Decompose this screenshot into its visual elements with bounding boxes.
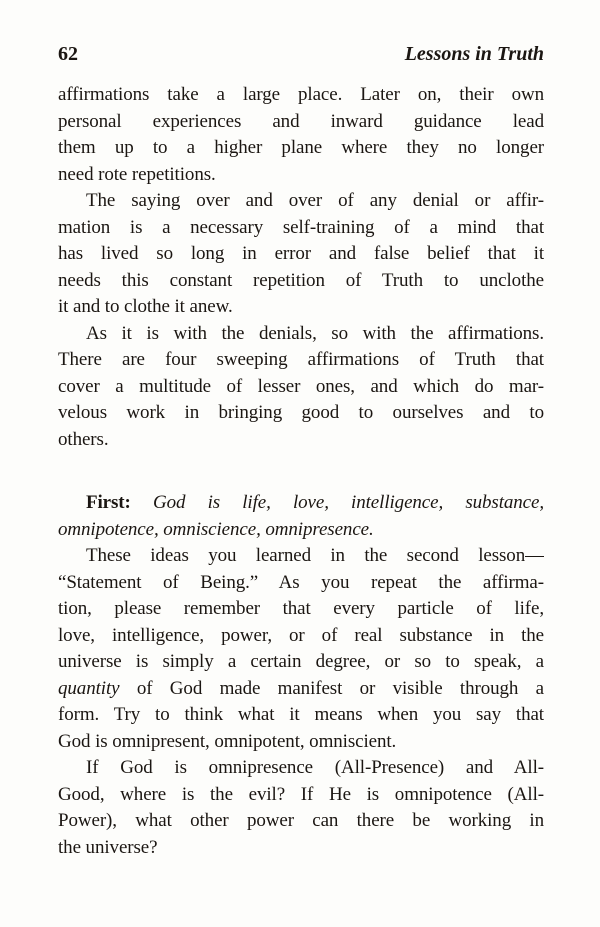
text-line: universe is simply a certain degree, or so to speak, a (58, 651, 544, 672)
text-line: omnipotence, omniscience, omnipresence. (58, 518, 374, 540)
text-line: If God is omnipresence (All-Presence) and All- (86, 757, 544, 778)
paragraph (58, 82, 544, 188)
page-number: 62 (58, 43, 78, 65)
text-line: First: God is life, love, intelligence, substance, (86, 492, 544, 513)
text-line: has lived so long in error and false belief that it (58, 243, 544, 264)
paragraph (58, 755, 544, 861)
text-line: God is omnipresent, omnipotent, omniscient. (58, 730, 397, 752)
text-line: velous work in bringing good to ourselves and to (58, 402, 544, 423)
paragraph (58, 490, 544, 543)
text-line: As it is with the denials, so with the affirmations. (86, 322, 544, 344)
paragraph (58, 543, 544, 755)
text-line: it and to clothe it anew. (58, 296, 233, 317)
text-line: These ideas you learned in the second lesson— (86, 545, 544, 566)
text-line: need rote repetitions. (58, 163, 216, 185)
text-line: The saying over and over of any denial or affir- (86, 190, 544, 211)
text-line: There are four sweeping affirmations of Truth that (58, 349, 544, 370)
text-body (58, 82, 544, 861)
page-header (58, 42, 544, 66)
text-line: mation is a necessary self-training of a mind that (58, 216, 544, 238)
running-title: Lessons in Truth (404, 43, 544, 65)
text-line: the universe? (58, 836, 158, 858)
text-line: tion, please remember that every particle of life, (58, 598, 544, 619)
paragraph (58, 321, 544, 454)
text-line: others. (58, 428, 109, 450)
text-line: cover a multitude of lesser ones, and which do mar- (58, 375, 544, 397)
paragraph (58, 188, 544, 321)
text-line: needs this constant repetition of Truth to unclothe (58, 269, 544, 291)
text-line: affirmations take a large place. Later on, their own (58, 84, 544, 105)
text-line: love, intelligence, power, or of real substance in the (58, 624, 544, 646)
text-line: Good, where is the evil? If He is omnipotence (All- (58, 783, 544, 805)
text-line: them up to a higher plane where they no longer (58, 137, 544, 158)
text-line: quantity of God made manifest or visible through a (58, 677, 544, 699)
text-line: Power), what other power can there be working in (58, 810, 544, 831)
text-line: personal experiences and inward guidance lead (58, 110, 544, 132)
text-line: form. Try to think what it means when you say that (58, 704, 544, 725)
text-line: “Statement of Being.” As you repeat the affirma- (58, 571, 544, 593)
